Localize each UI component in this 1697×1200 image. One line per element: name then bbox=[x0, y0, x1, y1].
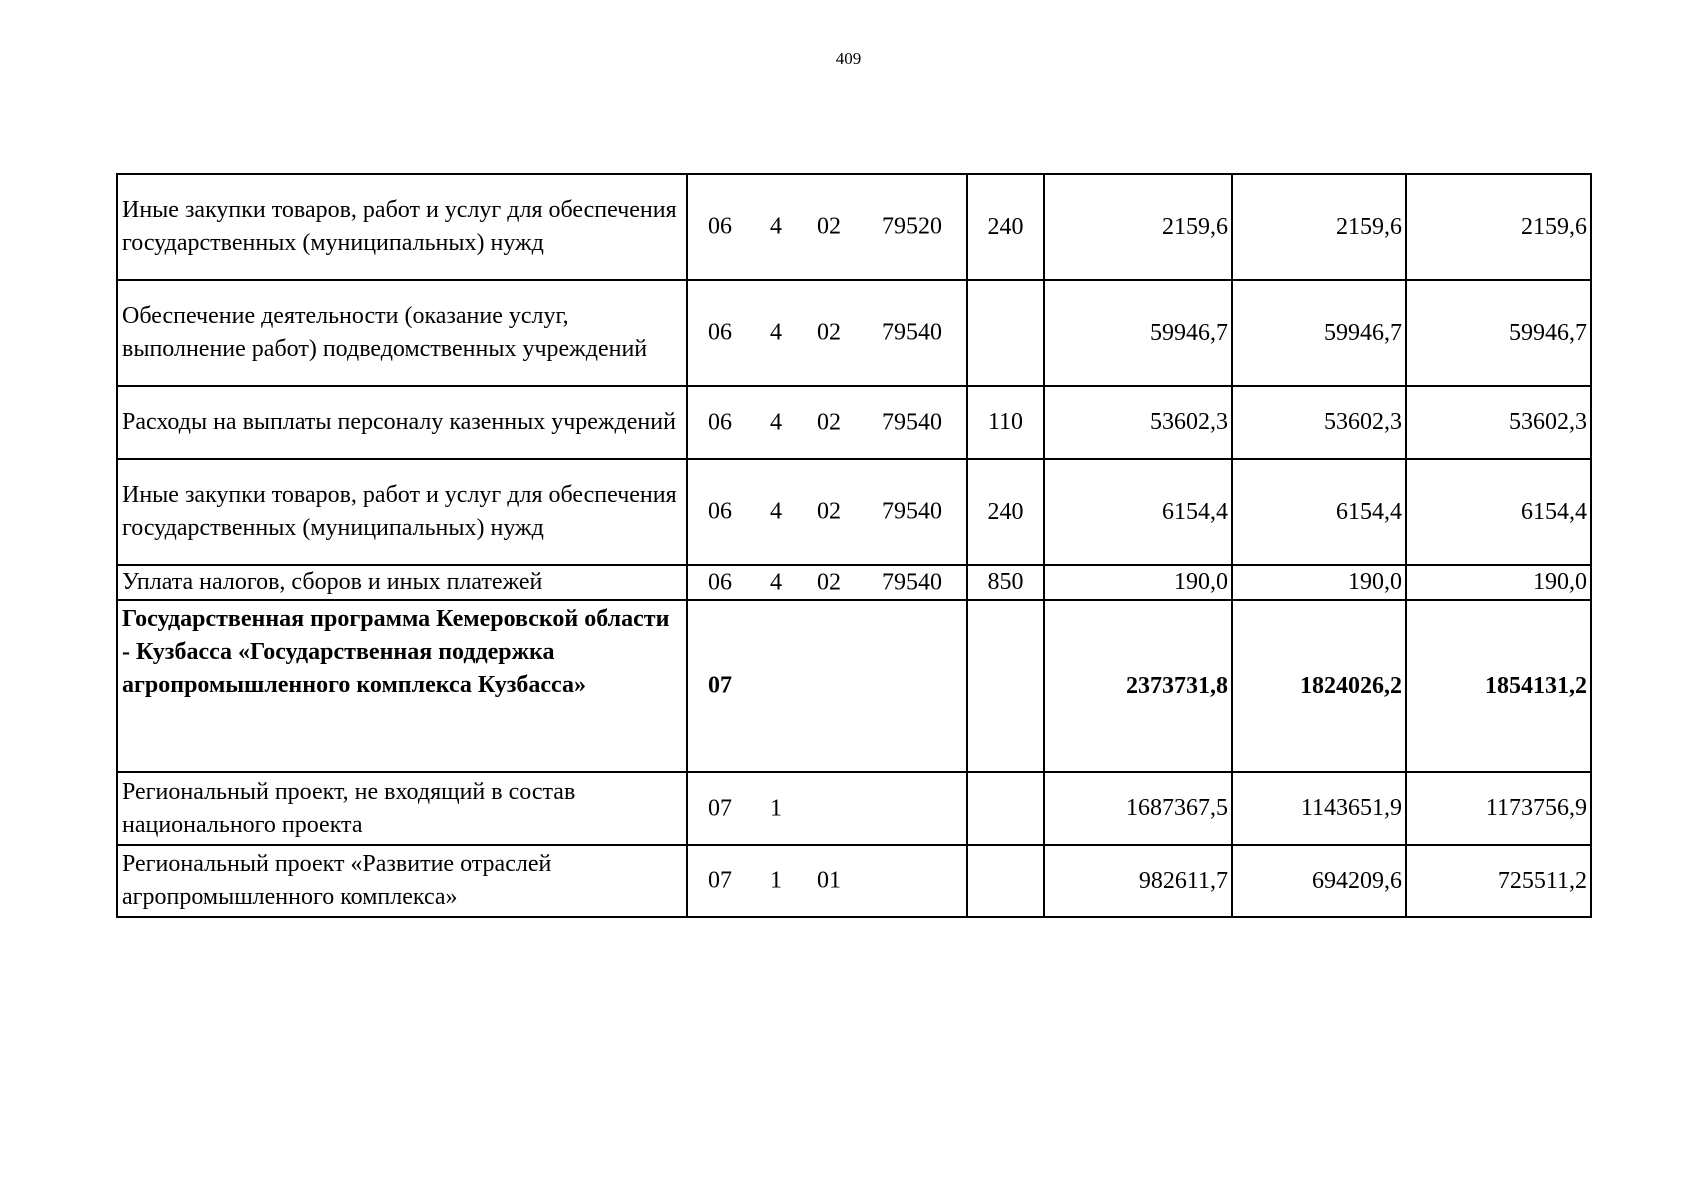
amount-year1-cell: 1687367,5 bbox=[1044, 772, 1232, 845]
direction-code: 79540 bbox=[882, 498, 942, 525]
section-code: 06 bbox=[708, 498, 732, 525]
expense-type-cell: 110 bbox=[967, 386, 1044, 459]
code-cell bbox=[687, 845, 967, 917]
code-cell bbox=[687, 386, 967, 459]
expense-type-cell bbox=[967, 280, 1044, 386]
table-row bbox=[117, 600, 1591, 772]
amount-year2-cell: 190,0 bbox=[1232, 565, 1406, 600]
expense-type-cell bbox=[967, 600, 1044, 772]
row-name-cell: Государственная программа Кемеровской области - Кузбасса «Государственная поддержка агропромышленного комплекса Кузбасса» bbox=[117, 600, 687, 772]
expense-type-cell bbox=[967, 845, 1044, 917]
expense-type-cell bbox=[967, 772, 1044, 845]
amount-year1-cell: 982611,7 bbox=[1044, 845, 1232, 917]
expense-type-cell: 240 bbox=[967, 459, 1044, 565]
section-code: 06 bbox=[708, 319, 732, 346]
direction-code: 79540 bbox=[882, 319, 942, 346]
amount-year2-cell: 1143651,9 bbox=[1232, 772, 1406, 845]
event-code: 02 bbox=[817, 498, 841, 525]
amount-year3-cell: 53602,3 bbox=[1406, 386, 1591, 459]
page-number: 409 bbox=[835, 49, 862, 68]
amount-year2-cell: 694209,6 bbox=[1232, 845, 1406, 917]
subprogram-code: 4 bbox=[770, 319, 782, 346]
amount-year3-cell: 59946,7 bbox=[1406, 280, 1591, 386]
event-code: 02 bbox=[817, 213, 841, 240]
code-cell bbox=[687, 772, 967, 845]
amount-year1-cell: 59946,7 bbox=[1044, 280, 1232, 386]
code-cell bbox=[687, 174, 967, 280]
event-code: 01 bbox=[817, 867, 841, 894]
amount-year2-cell: 6154,4 bbox=[1232, 459, 1406, 565]
table-row bbox=[117, 565, 1591, 600]
row-name-cell: Обеспечение деятельности (оказание услуг, выполнение работ) подведомственных учреждений bbox=[117, 280, 687, 386]
amount-year3-cell: 725511,2 bbox=[1406, 845, 1591, 917]
direction-code: 79520 bbox=[882, 213, 942, 240]
table-row bbox=[117, 174, 1591, 280]
table-row bbox=[117, 459, 1591, 565]
expense-type-cell: 240 bbox=[967, 174, 1044, 280]
section-code: 07 bbox=[708, 867, 732, 894]
amount-year1-cell: 190,0 bbox=[1044, 565, 1232, 600]
section-code: 07 bbox=[708, 672, 732, 699]
direction-code: 79540 bbox=[882, 409, 942, 435]
budget-table bbox=[116, 173, 1592, 918]
event-code: 02 bbox=[817, 569, 841, 595]
amount-year3-cell: 6154,4 bbox=[1406, 459, 1591, 565]
amount-year3-cell: 1854131,2 bbox=[1406, 600, 1591, 772]
table-row bbox=[117, 845, 1591, 917]
amount-year2-cell: 59946,7 bbox=[1232, 280, 1406, 386]
event-code: 02 bbox=[817, 409, 841, 435]
code-cell bbox=[687, 600, 967, 772]
subprogram-code: 4 bbox=[770, 409, 782, 435]
amount-year1-cell: 53602,3 bbox=[1044, 386, 1232, 459]
event-code: 02 bbox=[817, 319, 841, 346]
row-name-cell: Региональный проект «Развитие отраслей агропромышленного комплекса» bbox=[117, 845, 687, 917]
subprogram-code: 1 bbox=[770, 795, 782, 821]
table-row bbox=[117, 280, 1591, 386]
subprogram-code: 4 bbox=[770, 498, 782, 525]
amount-year1-cell: 2159,6 bbox=[1044, 174, 1232, 280]
section-code: 06 bbox=[708, 569, 732, 595]
row-name-cell: Иные закупки товаров, работ и услуг для обеспечения государственных (муниципальных) нужд bbox=[117, 174, 687, 280]
row-name-cell: Региональный проект, не входящий в состав национального проекта bbox=[117, 772, 687, 845]
subprogram-code: 4 bbox=[770, 569, 782, 595]
subprogram-code: 1 bbox=[770, 867, 782, 894]
section-code: 06 bbox=[708, 213, 732, 240]
amount-year1-cell: 2373731,8 bbox=[1044, 600, 1232, 772]
amount-year3-cell: 1173756,9 bbox=[1406, 772, 1591, 845]
direction-code: 79540 bbox=[882, 569, 942, 595]
amount-year2-cell: 53602,3 bbox=[1232, 386, 1406, 459]
code-cell bbox=[687, 459, 967, 565]
code-cell bbox=[687, 565, 967, 600]
amount-year2-cell: 2159,6 bbox=[1232, 174, 1406, 280]
section-code: 06 bbox=[708, 409, 732, 435]
expense-type-cell: 850 bbox=[967, 565, 1044, 600]
section-code: 07 bbox=[708, 795, 732, 821]
table-row bbox=[117, 386, 1591, 459]
row-name-cell: Иные закупки товаров, работ и услуг для обеспечения государственных (муниципальных) нужд bbox=[117, 459, 687, 565]
amount-year3-cell: 2159,6 bbox=[1406, 174, 1591, 280]
subprogram-code: 4 bbox=[770, 213, 782, 240]
table-row bbox=[117, 772, 1591, 845]
amount-year3-cell: 190,0 bbox=[1406, 565, 1591, 600]
row-name-cell: Уплата налогов, сборов и иных платежей bbox=[117, 565, 687, 600]
amount-year2-cell: 1824026,2 bbox=[1232, 600, 1406, 772]
row-name-cell: Расходы на выплаты персоналу казенных учреждений bbox=[117, 386, 687, 459]
amount-year1-cell: 6154,4 bbox=[1044, 459, 1232, 565]
code-cell bbox=[687, 280, 967, 386]
